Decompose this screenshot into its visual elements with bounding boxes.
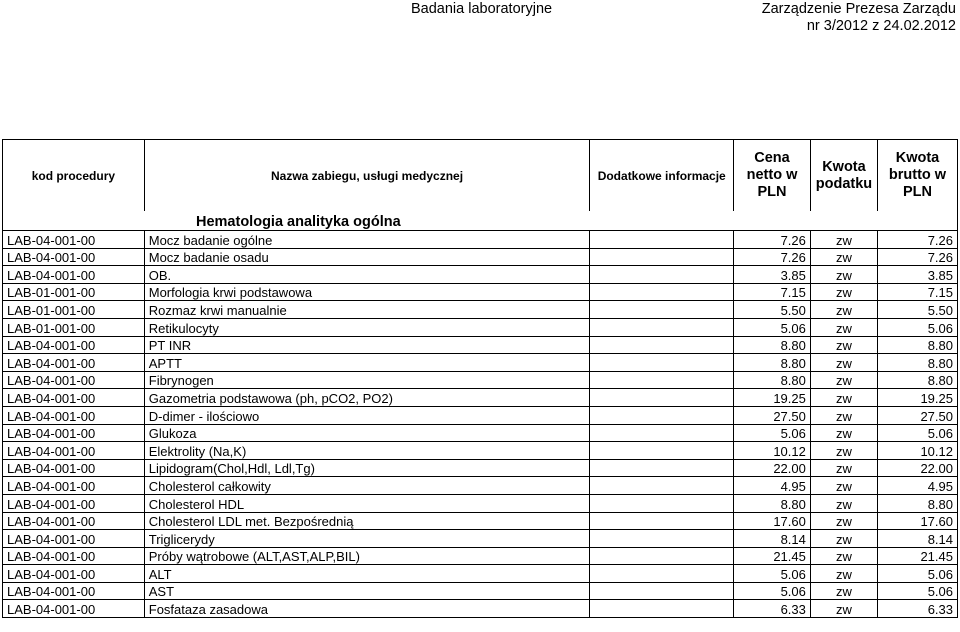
cell-gross-price: 22.00: [878, 459, 958, 477]
cell-net-price: 7.15: [734, 283, 811, 301]
cell-info: [590, 318, 734, 336]
cell-info: [590, 530, 734, 548]
table-header-row: [3, 140, 958, 212]
cell-info: [590, 442, 734, 460]
cell-name: Mocz badanie osadu: [144, 248, 590, 266]
table-row: [3, 530, 958, 548]
cell-gross-price: 10.12: [878, 442, 958, 460]
cell-code: LAB-04-001-00: [3, 565, 145, 583]
cell-vat: zw: [810, 231, 877, 249]
cell-net-price: 5.50: [734, 301, 811, 319]
cell-vat: zw: [810, 442, 877, 460]
cell-info: [590, 371, 734, 389]
cell-gross-price: 5.06: [878, 565, 958, 583]
table-row: [3, 565, 958, 583]
cell-info: [590, 354, 734, 372]
cell-info: [590, 336, 734, 354]
cell-name: Elektrolity (Na,K): [144, 442, 590, 460]
column-header-info: Dodatkowe informacje: [590, 140, 734, 212]
cell-gross-price: 19.25: [878, 389, 958, 407]
cell-vat: zw: [810, 459, 877, 477]
cell-vat: zw: [810, 406, 877, 424]
table-row: [3, 477, 958, 495]
cell-vat: zw: [810, 354, 877, 372]
table-row: [3, 283, 958, 301]
table-row: [3, 301, 958, 319]
cell-net-price: 8.80: [734, 336, 811, 354]
order-reference-line2: nr 3/2012 z 24.02.2012: [806, 18, 956, 34]
cell-info: [590, 266, 734, 284]
cell-gross-price: 6.33: [878, 600, 958, 618]
cell-info: [590, 283, 734, 301]
cell-code: LAB-04-001-00: [3, 494, 145, 512]
cell-name: Morfologia krwi podstawowa: [144, 283, 590, 301]
cell-name: APTT: [144, 354, 590, 372]
cell-info: [590, 389, 734, 407]
cell-vat: zw: [810, 512, 877, 530]
section-title: Hematologia analityka ogólna: [3, 211, 958, 231]
cell-name: AST: [144, 582, 590, 600]
cell-vat: zw: [810, 494, 877, 512]
cell-net-price: 6.33: [734, 600, 811, 618]
table-row: [3, 371, 958, 389]
cell-name: Glukoza: [144, 424, 590, 442]
cell-info: [590, 459, 734, 477]
cell-code: LAB-04-001-00: [3, 406, 145, 424]
cell-gross-price: 7.26: [878, 231, 958, 249]
cell-code: LAB-04-001-00: [3, 371, 145, 389]
cell-name: D-dimer - ilościowo: [144, 406, 590, 424]
cell-vat: zw: [810, 266, 877, 284]
cell-vat: zw: [810, 336, 877, 354]
cell-net-price: 3.85: [734, 266, 811, 284]
cell-net-price: 22.00: [734, 459, 811, 477]
cell-net-price: 7.26: [734, 248, 811, 266]
table-row: [3, 336, 958, 354]
cell-gross-price: 8.80: [878, 336, 958, 354]
cell-net-price: 4.95: [734, 477, 811, 495]
cell-gross-price: 7.15: [878, 283, 958, 301]
cell-code: LAB-04-001-00: [3, 530, 145, 548]
cell-vat: zw: [810, 248, 877, 266]
cell-code: LAB-04-001-00: [3, 248, 145, 266]
table-row: [3, 600, 958, 618]
cell-name: PT INR: [144, 336, 590, 354]
cell-code: LAB-04-001-00: [3, 477, 145, 495]
price-table: [2, 139, 958, 618]
cell-net-price: 8.80: [734, 371, 811, 389]
cell-info: [590, 512, 734, 530]
cell-gross-price: 17.60: [878, 512, 958, 530]
cell-code: LAB-04-001-00: [3, 547, 145, 565]
cell-gross-price: 8.14: [878, 530, 958, 548]
table-row: [3, 424, 958, 442]
cell-name: Lipidogram(Chol,Hdl, Ldl,Tg): [144, 459, 590, 477]
cell-net-price: 5.06: [734, 424, 811, 442]
cell-info: [590, 301, 734, 319]
cell-net-price: 27.50: [734, 406, 811, 424]
cell-code: LAB-01-001-00: [3, 283, 145, 301]
table-row: [3, 459, 958, 477]
column-header-vat: Kwota podatku: [810, 140, 877, 212]
table-row: [3, 406, 958, 424]
cell-vat: zw: [810, 318, 877, 336]
cell-net-price: 17.60: [734, 512, 811, 530]
cell-info: [590, 477, 734, 495]
cell-net-price: 8.80: [734, 494, 811, 512]
table-row: [3, 442, 958, 460]
cell-info: [590, 547, 734, 565]
cell-name: Retikulocyty: [144, 318, 590, 336]
cell-info: [590, 582, 734, 600]
cell-info: [590, 406, 734, 424]
cell-code: LAB-04-001-00: [3, 336, 145, 354]
cell-vat: zw: [810, 477, 877, 495]
document-title: Badania laboratoryjne: [411, 1, 553, 17]
cell-vat: zw: [810, 424, 877, 442]
cell-name: Gazometria podstawowa (ph, pCO2, PO2): [144, 389, 590, 407]
cell-net-price: 5.06: [734, 582, 811, 600]
cell-name: OB.: [144, 266, 590, 284]
cell-info: [590, 494, 734, 512]
cell-vat: zw: [810, 283, 877, 301]
table-row: [3, 318, 958, 336]
cell-net-price: 8.14: [734, 530, 811, 548]
cell-net-price: 5.06: [734, 318, 811, 336]
table-row: [3, 231, 958, 249]
cell-info: [590, 424, 734, 442]
table-row: [3, 494, 958, 512]
cell-code: LAB-04-001-00: [3, 512, 145, 530]
cell-gross-price: 7.26: [878, 248, 958, 266]
cell-vat: zw: [810, 547, 877, 565]
cell-name: Triglicerydy: [144, 530, 590, 548]
cell-gross-price: 5.06: [878, 424, 958, 442]
cell-code: LAB-04-001-00: [3, 354, 145, 372]
cell-vat: zw: [810, 530, 877, 548]
table-row: [3, 582, 958, 600]
table-row: [3, 389, 958, 407]
cell-gross-price: 8.80: [878, 354, 958, 372]
cell-gross-price: 21.45: [878, 547, 958, 565]
cell-code: LAB-04-001-00: [3, 266, 145, 284]
column-header-net: Cena netto w PLN: [734, 140, 811, 212]
cell-code: LAB-04-001-00: [3, 231, 145, 249]
table-row: [3, 547, 958, 565]
cell-vat: zw: [810, 565, 877, 583]
column-header-code: kod procedury: [3, 140, 145, 212]
cell-gross-price: 3.85: [878, 266, 958, 284]
cell-gross-price: 8.80: [878, 371, 958, 389]
cell-net-price: 10.12: [734, 442, 811, 460]
cell-gross-price: 5.06: [878, 582, 958, 600]
cell-code: LAB-04-001-00: [3, 459, 145, 477]
cell-info: [590, 248, 734, 266]
cell-name: ALT: [144, 565, 590, 583]
cell-vat: zw: [810, 301, 877, 319]
cell-code: LAB-04-001-00: [3, 600, 145, 618]
table-row: [3, 248, 958, 266]
column-header-gross: Kwota brutto w PLN: [878, 140, 958, 212]
cell-info: [590, 231, 734, 249]
cell-name: Próby wątrobowe (ALT,AST,ALP,BIL): [144, 547, 590, 565]
cell-name: Cholesterol LDL met. Bezpośrednią: [144, 512, 590, 530]
cell-code: LAB-04-001-00: [3, 442, 145, 460]
cell-name: Cholesterol całkowity: [144, 477, 590, 495]
cell-name: Fibrynogen: [144, 371, 590, 389]
cell-code: LAB-04-001-00: [3, 389, 145, 407]
cell-code: LAB-01-001-00: [3, 318, 145, 336]
cell-name: Rozmaz krwi manualnie: [144, 301, 590, 319]
cell-name: Cholesterol HDL: [144, 494, 590, 512]
cell-gross-price: 5.50: [878, 301, 958, 319]
cell-info: [590, 565, 734, 583]
cell-vat: zw: [810, 389, 877, 407]
cell-net-price: 8.80: [734, 354, 811, 372]
cell-gross-price: 5.06: [878, 318, 958, 336]
cell-net-price: 7.26: [734, 231, 811, 249]
cell-info: [590, 600, 734, 618]
cell-gross-price: 4.95: [878, 477, 958, 495]
cell-vat: zw: [810, 371, 877, 389]
section-row: [3, 211, 958, 231]
cell-name: Mocz badanie ogólne: [144, 231, 590, 249]
cell-net-price: 5.06: [734, 565, 811, 583]
cell-gross-price: 8.80: [878, 494, 958, 512]
table-row: [3, 354, 958, 372]
cell-net-price: 21.45: [734, 547, 811, 565]
cell-name: Fosfataza zasadowa: [144, 600, 590, 618]
cell-net-price: 19.25: [734, 389, 811, 407]
cell-code: LAB-04-001-00: [3, 424, 145, 442]
cell-code: LAB-04-001-00: [3, 582, 145, 600]
order-reference-line1: Zarządzenie Prezesa Zarządu: [761, 1, 956, 17]
table-row: [3, 512, 958, 530]
cell-gross-price: 27.50: [878, 406, 958, 424]
table-row: [3, 266, 958, 284]
cell-code: LAB-01-001-00: [3, 301, 145, 319]
column-header-name: Nazwa zabiegu, usługi medycznej: [144, 140, 590, 212]
cell-vat: zw: [810, 582, 877, 600]
cell-vat: zw: [810, 600, 877, 618]
